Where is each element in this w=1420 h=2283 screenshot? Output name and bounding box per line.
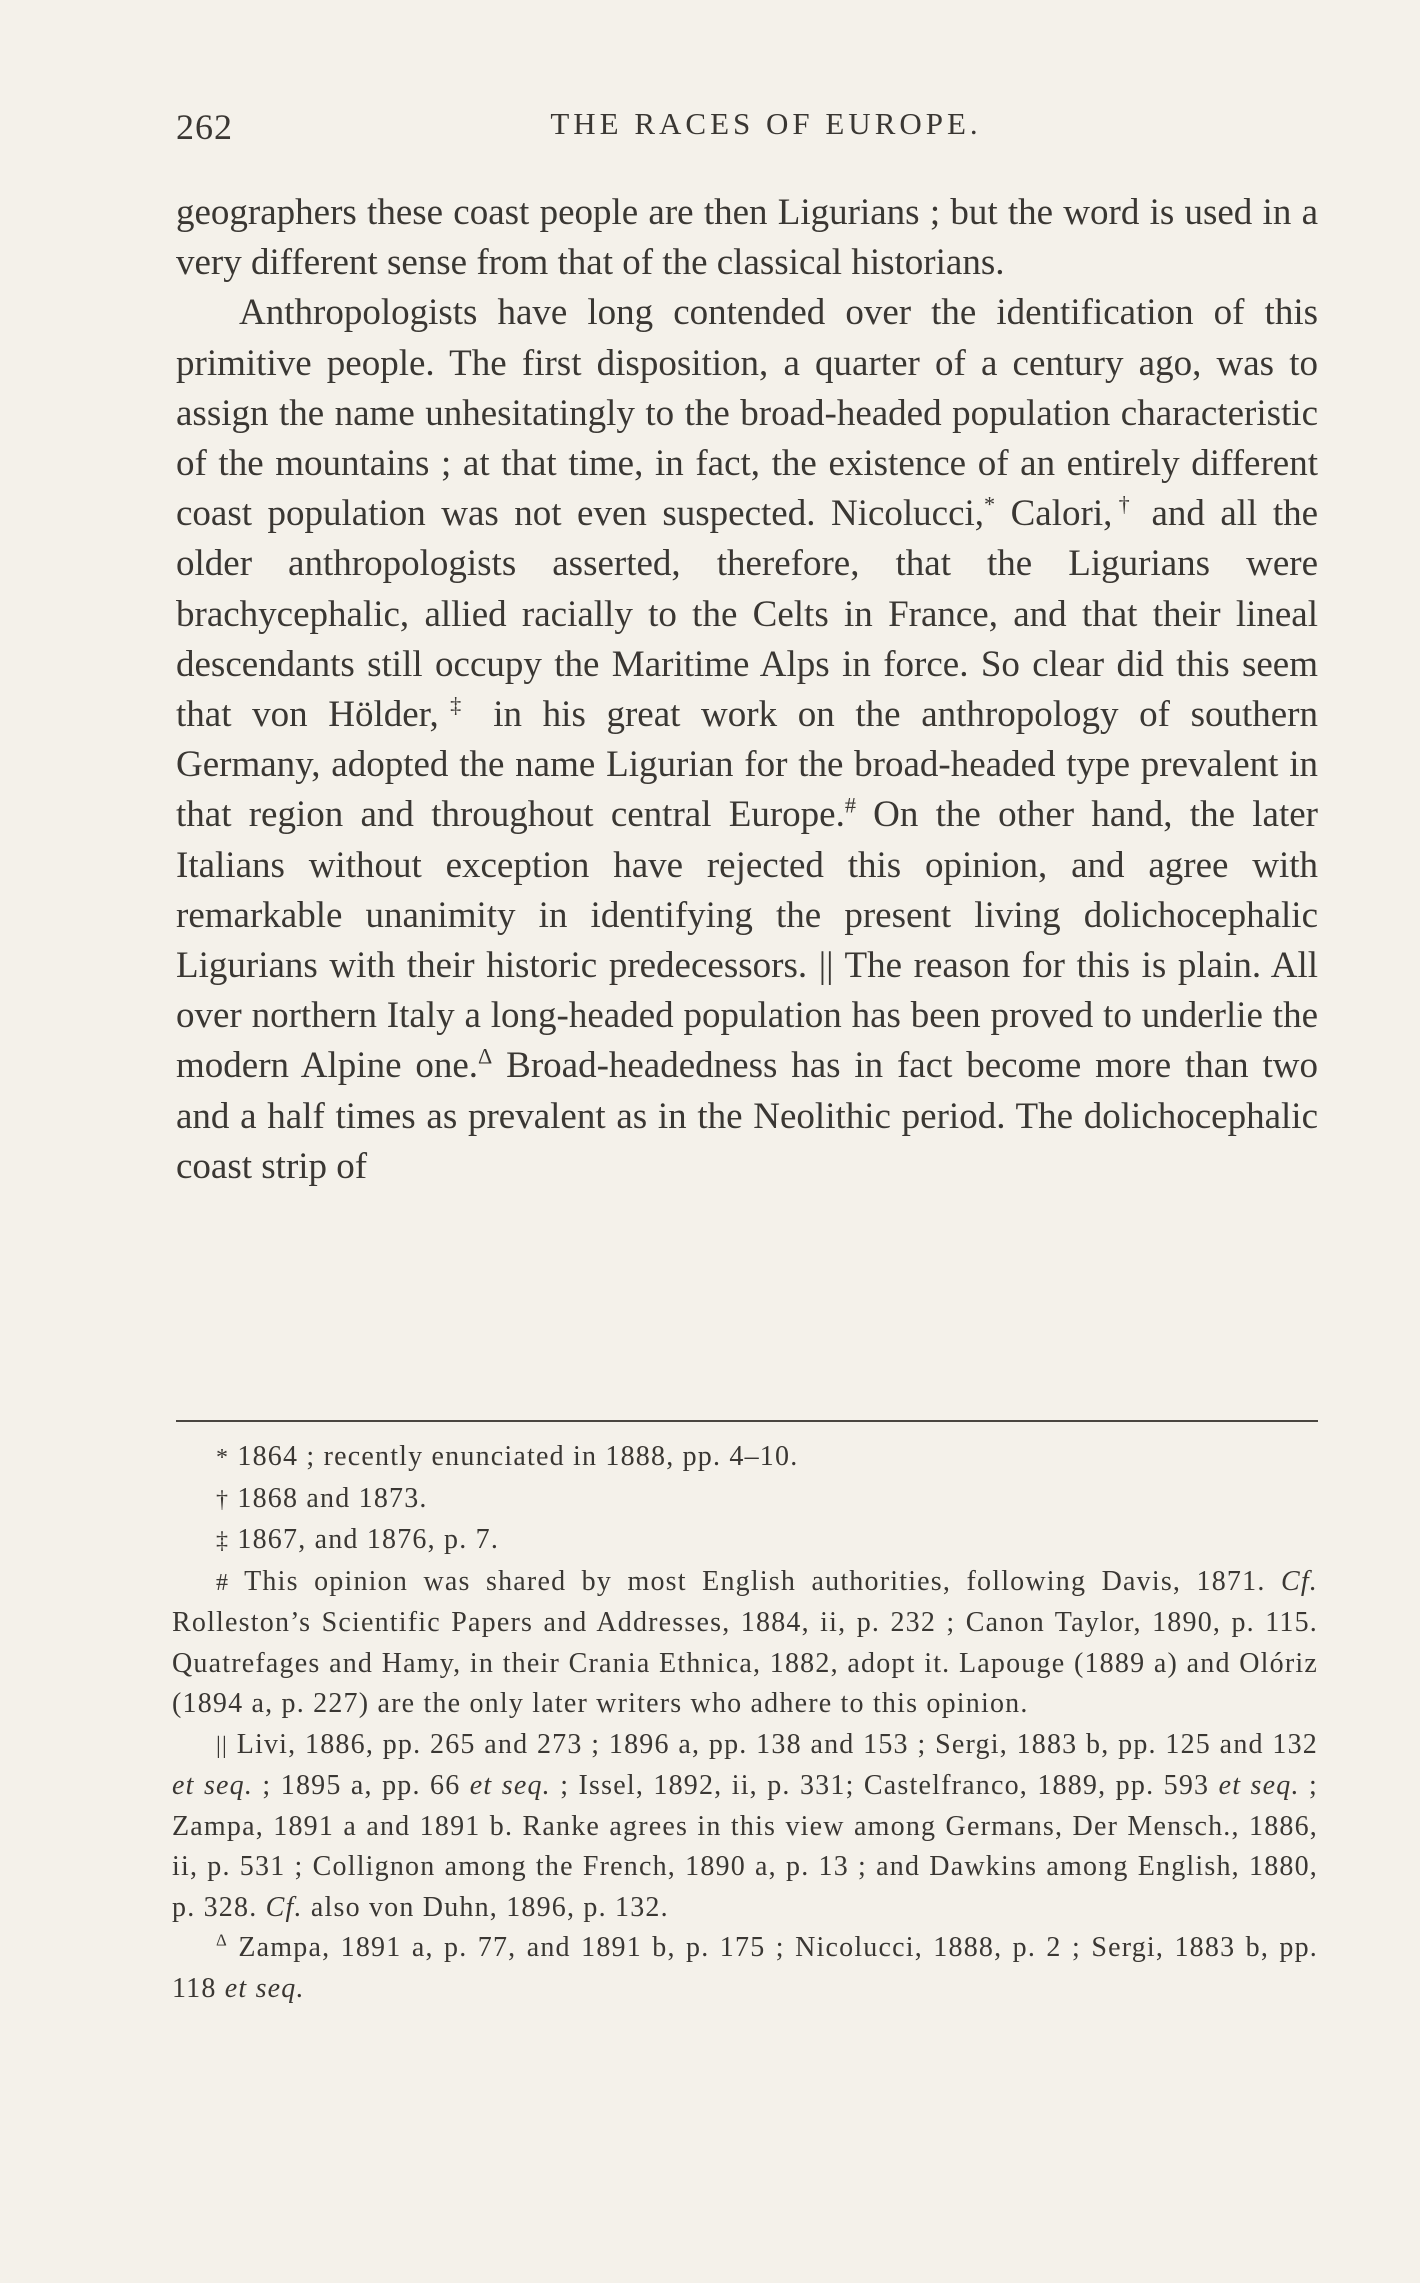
footnote-marker: ‡ — [216, 1528, 230, 1554]
footnote-marker: # — [216, 1569, 230, 1596]
footnote-text: 1867, and 1876, p. 7. — [229, 1524, 500, 1555]
footnote-marker: * — [216, 1445, 230, 1471]
footnote-text: ; Zampa, 1891 a and 1891 b. Ranke agrees in this view among Germans, Der Mensch., 1886, ii, p. 531 ; Collignon among the French, 1890 a, p. 13 ; and Dawkins among English, 1880, p. 328. — [172, 1770, 1318, 1923]
text-run: On the other hand, the later Italians without exception have rejected this opinion, and agree with remarkable unanimity in identifying the present living dolichocephalic Ligurians with their historic predecessors. — [176, 794, 1318, 987]
footnote-text: ; Issel, 1892, ii, p. 331; Castelfranco, 1889, pp. 593 — [550, 1770, 1219, 1801]
text-run: and all the older anthropologists asserted, therefore, that the Ligurians were brachycephalic, allied racially to the Celts in France, and that their lineal descendants still occupy the Maritime Alps in force. So clear did this seem that von Hölder, — [176, 493, 1319, 736]
footnote-ref-double-dagger: ‡ — [438, 692, 473, 718]
footnote-italic: et seq. — [224, 1972, 305, 2004]
footnote-marker: || — [216, 1732, 229, 1759]
footnote-ref-dagger: † — [1112, 491, 1136, 517]
footnote-divider — [176, 1420, 1318, 1422]
page-header — [176, 100, 1316, 150]
text-run: The reason for this is plain. All over northern Italy a long-headed population has been proved to underlie the modern Alpine one. — [176, 945, 1319, 1087]
footnote-text: Zampa, 1891 a, p. 77, and 1891 b, p. 175 ; Nicolucci, 1888, p. 2 ; Sergi, 1883 b, pp. 118 — [172, 1932, 1318, 2004]
footnote-text: also von Duhn, 1896, p. 132. — [302, 1891, 669, 1923]
footnote-italic: et seq. — [172, 1770, 254, 1801]
footnote-text: This opinion was shared by most English authorities, following Davis, 1871. — [229, 1565, 1281, 1597]
footnote-text: ; 1895 a, pp. 66 — [253, 1770, 470, 1801]
page-number: 262 — [176, 107, 233, 147]
footnote-1 — [172, 1437, 1318, 1479]
footnote-5 — [172, 1725, 1318, 1929]
footnote-ref-asterisk: * — [984, 491, 996, 517]
footnote-marker: Δ — [216, 1930, 228, 1950]
running-title: THE RACES OF EUROPE. — [550, 106, 982, 141]
footnote-ref-hash: # — [844, 793, 856, 819]
paragraph-anthropologists — [176, 288, 1318, 1192]
footnote-italic: Cf. — [1280, 1565, 1318, 1597]
footnote-italic: et seq. — [469, 1770, 551, 1801]
text-run: Calori, — [995, 493, 1113, 535]
text-run: Anthropologists have long contended over the identification of this primitive people. The first disposition, a quarter of a century ago, was to assign the name unhesitatingly to the broad-headed population characteristic of the mountains ; at that time, in fact, the existence of an entirely different coast population was not even suspected. Nicolucci, — [176, 292, 1318, 535]
footnote-italic: Cf. — [265, 1891, 303, 1923]
footnote-marker: † — [216, 1486, 230, 1513]
footnote-text: 1864 ; recently enunciated in 1888, pp. 4–10. — [229, 1441, 799, 1472]
footnote-3 — [172, 1520, 1318, 1562]
footnote-text: 1868 and 1873. — [229, 1482, 428, 1514]
footnote-4 — [172, 1562, 1318, 1725]
footnote-6 — [172, 1928, 1318, 2009]
footnote-italic: et seq. — [1218, 1770, 1300, 1801]
footnote-text: Livi, 1886, pp. 265 and 273 ; 1896 a, pp. 138 and 153 ; Sergi, 1883 b, pp. 125 and 132 — [228, 1728, 1318, 1760]
footnote-ref-delta: Δ — [478, 1044, 493, 1070]
footnote-ref-parallel: || — [818, 945, 834, 987]
footnotes — [172, 1437, 1318, 2009]
footnote-text: Rolleston’s Scientific Papers and Addresses, 1884, ii, p. 232 ; Canon Taylor, 1890, p. 115. Quatrefages and Hamy, in their Crania Ethnica, 1882, adopt it. Lapouge (1889 a) and Olóriz (1894 a, p. 227) are the only later writers who adhere to this opinion. — [172, 1607, 1318, 1719]
paragraph-continuation: geographers these coast people are then Ligurians ; but the word is used in a very different sense from that of the classical historians. — [176, 192, 1318, 284]
text-run: in his great work on the anthropology of southern Germany, adopted the name Ligurian for the broad-headed type prevalent in that region and throughout central Europe. — [176, 694, 1318, 836]
footnote-2 — [172, 1479, 1318, 1521]
text-run: Broad-headedness has in fact become more than two and a half times as prevalent as in the Neolithic period. The dolichocephalic coast strip of — [176, 1045, 1319, 1187]
body-text — [176, 188, 1318, 1192]
